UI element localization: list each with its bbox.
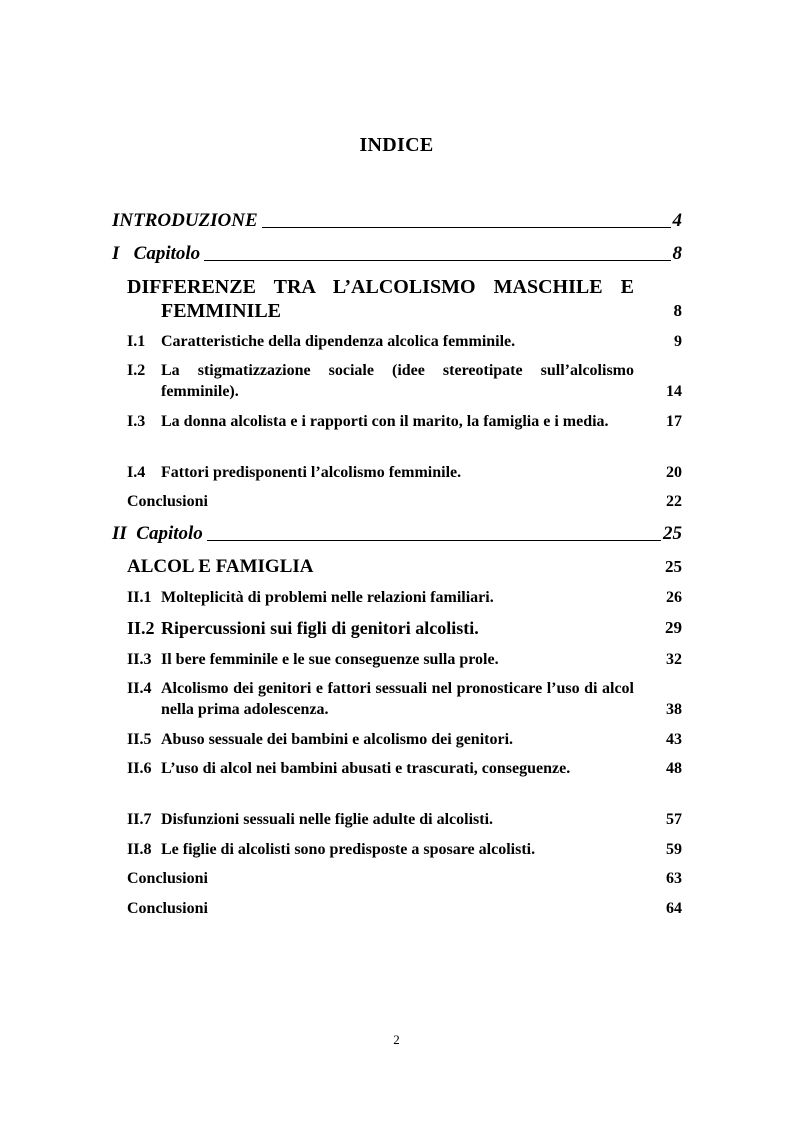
toc-page: 4 [672, 210, 682, 231]
toc-page: 8 [672, 243, 682, 264]
section-title: Conclusioni [127, 870, 208, 887]
toc-page: 48 [666, 760, 682, 777]
section-number: II.6 [127, 760, 152, 777]
toc-entry-chapter-2-conclusion[interactable] [127, 868, 682, 889]
toc-entry-I-1[interactable] [127, 331, 682, 352]
toc-entry-II-5[interactable] [127, 729, 682, 750]
toc-entry-I-2[interactable] [127, 360, 682, 402]
chapter-2-heading[interactable] [127, 555, 682, 579]
chapter-heading-line: ALCOL E FAMIGLIA [127, 556, 314, 577]
toc-label: II Capitolo [112, 523, 203, 544]
chapter-heading-line: FEMMINILE [161, 300, 281, 322]
toc-entry-chapter-1-conclusion[interactable] [127, 491, 682, 512]
section-title: La donna alcolista e i rapporti con il marito, la famiglia e i media. [161, 413, 609, 430]
toc-page: 22 [666, 493, 682, 510]
section-title: La stigmatizzazione sociale (idee stereotipate sull’alcolismo femminile). [161, 362, 634, 400]
toc-page: 17 [666, 413, 682, 430]
toc-page: 32 [666, 651, 682, 668]
toc-page: 43 [666, 731, 682, 748]
section-number: II.3 [127, 651, 152, 668]
section-number: II.1 [127, 589, 152, 606]
toc-page: 14 [666, 383, 682, 400]
section-number: II.2 [127, 618, 155, 638]
section-title: Molteplicità di problemi nelle relazioni familiari. [161, 589, 494, 606]
section-number: I.2 [127, 362, 146, 379]
section-title: Disfunzioni sessuali nelle figlie adulte di alcolisti. [161, 811, 494, 828]
section-number: I.4 [127, 464, 146, 481]
section-number: I.3 [127, 413, 146, 430]
toc-page: 38 [666, 701, 682, 718]
leader-line [207, 540, 661, 541]
toc-entry-final-conclusion[interactable] [127, 898, 682, 919]
toc-page: 20 [666, 464, 682, 481]
toc-page: 59 [666, 841, 682, 858]
toc-page: 26 [666, 589, 682, 606]
toc-entry-introduzione[interactable] [112, 208, 682, 232]
page-title: INDICE [359, 134, 434, 156]
toc-page: 9 [674, 333, 682, 350]
section-title: Fattori predisponenti l’alcolismo femminile. [161, 464, 462, 481]
section-title: L’uso di alcol nei bambini abusati e trascurati, conseguenze. [161, 760, 571, 777]
section-number: II.7 [127, 811, 152, 828]
toc-entry-II-6[interactable] [127, 758, 682, 779]
toc-label: I Capitolo [112, 243, 201, 264]
toc-page: 29 [665, 618, 682, 637]
toc-entry-II-8[interactable] [127, 839, 682, 860]
section-number: II.8 [127, 841, 152, 858]
toc-page: 57 [666, 811, 682, 828]
toc-entry-II-2[interactable] [127, 617, 682, 639]
toc-entry-II-1[interactable] [127, 587, 682, 608]
toc-entry-chapter-2[interactable] [112, 521, 682, 545]
leader-line [204, 260, 670, 261]
toc-entry-I-4[interactable] [127, 462, 682, 483]
toc-entry-II-4[interactable] [127, 678, 682, 720]
section-title: Il bere femminile e le sue conseguenze sulla prole. [161, 651, 499, 668]
section-title: Ripercussioni sui figli di genitori alcolisti. [161, 618, 479, 638]
toc-page: 25 [665, 557, 682, 576]
section-number: II.5 [127, 731, 152, 748]
section-title: Le figlie di alcolisti sono predisposte a sposare alcolisti. [161, 841, 536, 858]
toc-page: 64 [666, 900, 682, 917]
section-title: Abuso sessuale dei bambini e alcolismo dei genitori. [161, 731, 514, 748]
section-title: Caratteristiche della dipendenza alcolica femminile. [161, 333, 516, 350]
toc-page: 63 [666, 870, 682, 887]
toc-entry-chapter-1[interactable] [112, 241, 682, 265]
page-number: 2 [393, 1032, 400, 1047]
toc-entry-I-3[interactable] [127, 411, 682, 432]
section-title: Conclusioni [127, 493, 208, 510]
toc-page: 25 [663, 523, 682, 544]
chapter-1-heading[interactable] [127, 275, 682, 323]
chapter-heading-line: DIFFERENZE TRA L’ALCOLISMO MASCHILE E [127, 276, 634, 298]
toc-entry-II-7[interactable] [127, 809, 682, 830]
section-number: II.4 [127, 680, 152, 697]
section-number: I.1 [127, 333, 146, 350]
section-title: Alcolismo dei genitori e fattori sessuali nel pronosticare l’uso di alcol nella prima adolescenza. [161, 680, 634, 718]
toc-entry-II-3[interactable] [127, 649, 682, 670]
leader-line [262, 227, 671, 228]
toc-label: INTRODUZIONE [112, 210, 258, 231]
section-title: Conclusioni [127, 900, 208, 917]
toc-page: 8 [673, 301, 682, 320]
